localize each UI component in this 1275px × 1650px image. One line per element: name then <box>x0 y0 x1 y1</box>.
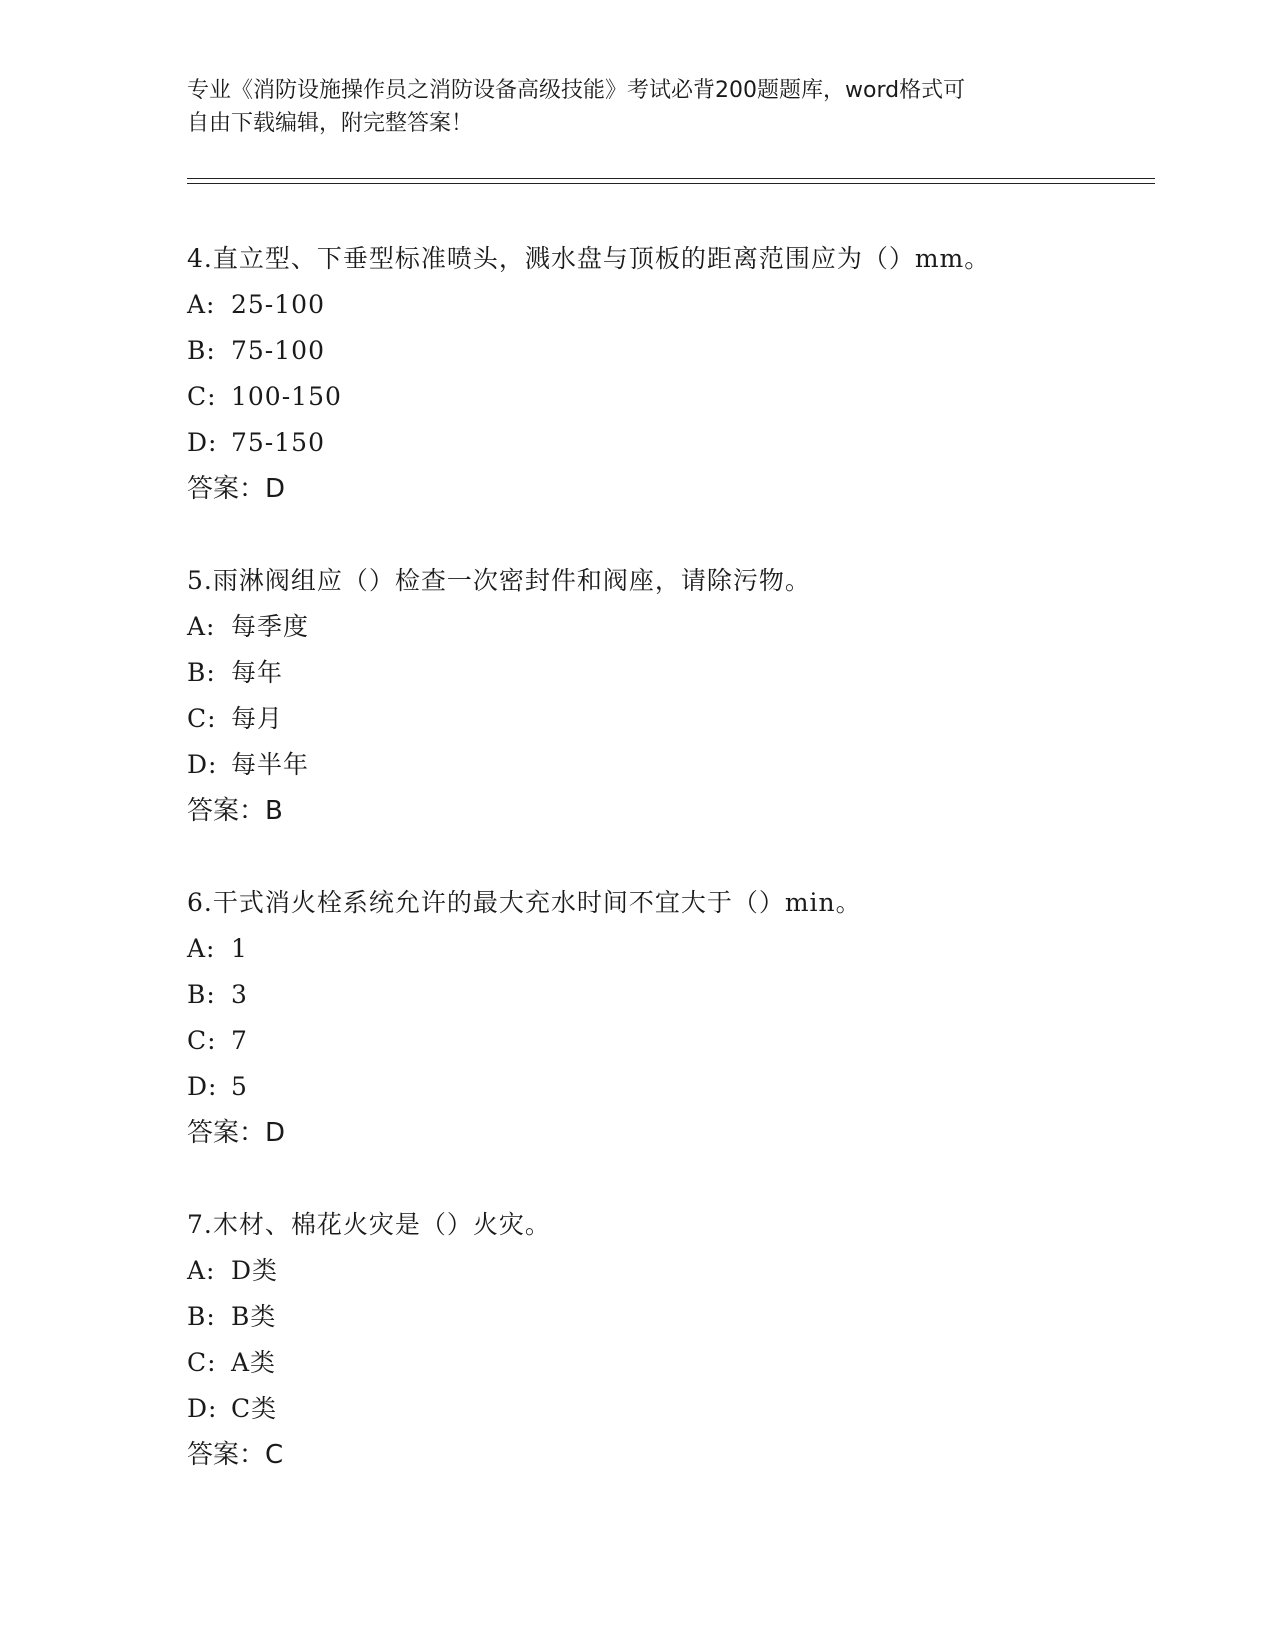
option-letter: B: <box>187 658 216 687</box>
option-text: 3 <box>231 980 248 1009</box>
option-text: D类 <box>231 1256 279 1285</box>
option-text: 每月 <box>231 704 284 733</box>
option-letter: B: <box>187 1302 216 1331</box>
option-letter: D: <box>187 1072 218 1101</box>
option-a <box>187 1248 1155 1294</box>
question-7 <box>187 1202 1155 1478</box>
option-letter: A: <box>187 1256 216 1285</box>
option-text: 75-150 <box>231 428 325 457</box>
answer-line <box>187 1110 1155 1156</box>
question-6 <box>187 880 1155 1156</box>
question-4 <box>187 236 1155 512</box>
option-letter: D: <box>187 428 218 457</box>
option-text: 7 <box>231 1026 248 1055</box>
answer-label: 答案： <box>187 474 266 504</box>
option-a <box>187 926 1155 972</box>
header-line-2: 自由下载编辑，附完整答案！ <box>187 111 474 136</box>
option-letter: D: <box>187 1394 218 1423</box>
option-c <box>187 1340 1155 1386</box>
option-letter: D: <box>187 750 218 779</box>
option-text: 每半年 <box>231 750 310 779</box>
question-stem: 5.雨淋阀组应（）检查一次密封件和阀座，请除污物。 <box>187 566 811 595</box>
document-header <box>187 74 1067 140</box>
answer-label: 答案： <box>187 1118 266 1148</box>
answer-label: 答案： <box>187 796 266 826</box>
answer-value: D <box>265 474 286 504</box>
answer-value: C <box>265 1440 284 1470</box>
option-text: C类 <box>231 1394 278 1423</box>
answer-line <box>187 1432 1155 1478</box>
answer-label: 答案： <box>187 1440 266 1470</box>
question-list <box>187 236 1155 1524</box>
option-text: 1 <box>231 934 248 963</box>
option-c <box>187 696 1155 742</box>
header-line-1: 专业《消防设施操作员之消防设备高级技能》考试必背200题题库，word格式可 <box>187 78 966 103</box>
question-stem: 6.干式消火栓系统允许的最大充水时间不宜大于（）min。 <box>187 888 862 917</box>
option-a <box>187 604 1155 650</box>
option-b <box>187 1294 1155 1340</box>
option-b <box>187 328 1155 374</box>
option-d <box>187 1386 1155 1432</box>
question-5 <box>187 558 1155 834</box>
option-text: 100-150 <box>231 382 342 411</box>
option-c <box>187 1018 1155 1064</box>
option-text: 25-100 <box>231 290 325 319</box>
option-text: 每年 <box>231 658 284 687</box>
option-c <box>187 374 1155 420</box>
option-text: 每季度 <box>231 612 310 641</box>
option-letter: C: <box>187 382 217 411</box>
option-letter: B: <box>187 980 216 1009</box>
option-letter: C: <box>187 1026 217 1055</box>
option-text: B类 <box>231 1302 277 1331</box>
option-letter: C: <box>187 1348 217 1377</box>
option-d <box>187 420 1155 466</box>
option-letter: B: <box>187 336 216 365</box>
question-stem: 4.直立型、下垂型标准喷头，溅水盘与顶板的距离范围应为（）mm。 <box>187 244 991 273</box>
option-b <box>187 650 1155 696</box>
option-b <box>187 972 1155 1018</box>
question-stem: 7.木材、棉花火灾是（）火灾。 <box>187 1210 551 1239</box>
option-letter: A: <box>187 934 216 963</box>
option-d <box>187 1064 1155 1110</box>
option-d <box>187 742 1155 788</box>
option-text: 5 <box>231 1072 248 1101</box>
answer-line <box>187 788 1155 834</box>
answer-line <box>187 466 1155 512</box>
answer-value: B <box>265 796 283 826</box>
option-a <box>187 282 1155 328</box>
option-letter: A: <box>187 290 216 319</box>
option-letter: C: <box>187 704 217 733</box>
header-double-rule <box>187 178 1155 184</box>
option-text: 75-100 <box>231 336 325 365</box>
option-text: A类 <box>231 1348 277 1377</box>
option-letter: A: <box>187 612 216 641</box>
answer-value: D <box>265 1118 286 1148</box>
